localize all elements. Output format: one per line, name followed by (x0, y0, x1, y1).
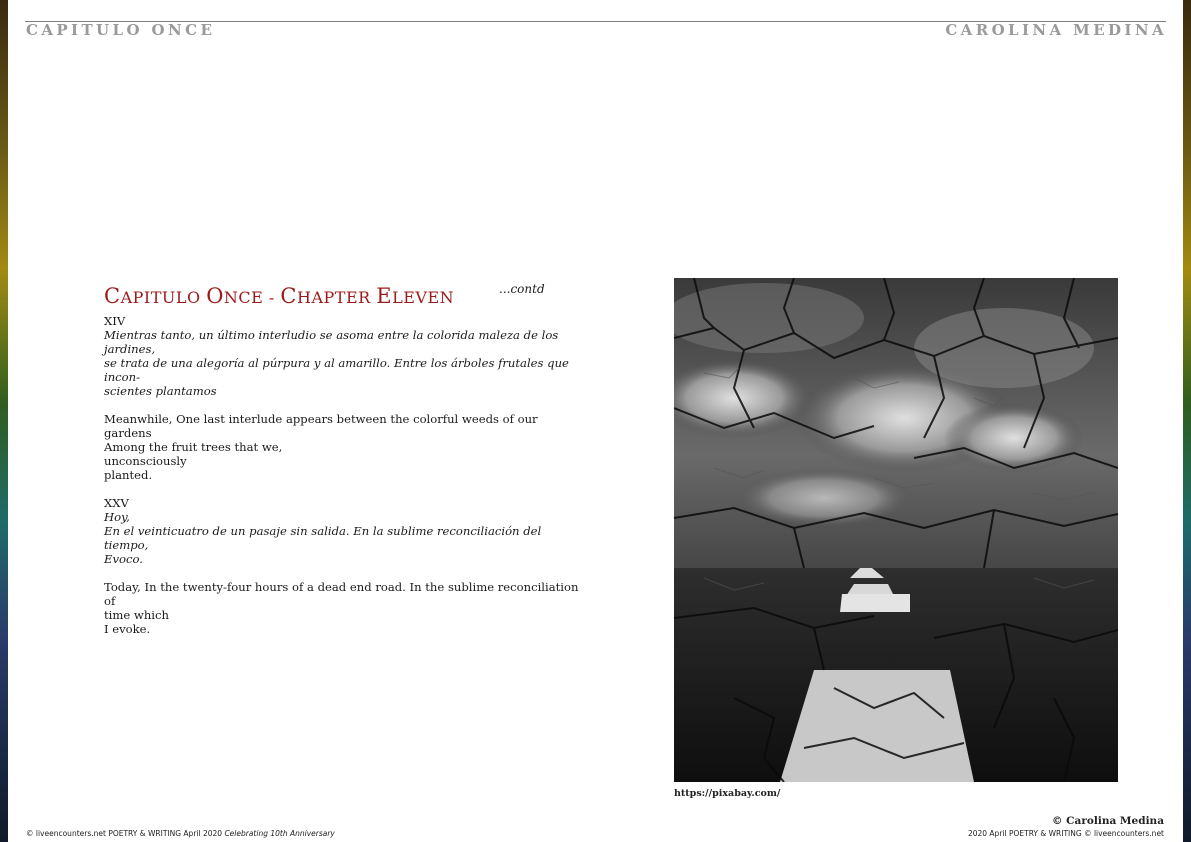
footer-left (26, 829, 335, 838)
footer-right: 2020 April POETRY & WRITING © liveencounters.net (967, 829, 1164, 838)
poem-body (104, 314, 579, 650)
left-decorative-border (0, 0, 8, 842)
running-header-left: CAPITULO ONCE (26, 21, 216, 39)
contd-label: ...contd (499, 282, 545, 296)
chapter-title: CAPITULO ONCE - CHAPTER ELEVEN (104, 284, 455, 308)
poem-line: unconsciously (104, 454, 187, 468)
cracked-road-illustration (674, 278, 1118, 782)
poem-line: Evoco. (104, 552, 143, 566)
right-decorative-border (1183, 0, 1191, 842)
poem-line: Mientras tanto, un último interludio se asoma entre la colorida maleza de los jardines, (104, 328, 559, 356)
poem-line: En el veinticuatro de un pasaje sin salida. En la sublime reconciliación del tiempo, (104, 524, 542, 552)
poem-line: I evoke. (104, 622, 151, 636)
stanza-xxv-spanish (104, 496, 579, 566)
poem-line: scientes plantamos (104, 384, 217, 398)
poem-line: Among the fruit trees that we, (104, 440, 283, 454)
stanza-xiv-english (104, 412, 579, 482)
poem-line: se trata de una alegoría al púrpura y al amarillo. Entre los árboles frutales que incon- (104, 356, 569, 384)
stanza-number: XIV (104, 314, 126, 328)
image-credit-link[interactable]: https://pixabay.com/ (674, 788, 781, 799)
stanza-xxv-english (104, 580, 579, 636)
footer-left-text: © liveencounters.net POETRY & WRITING April 2020 (26, 829, 225, 838)
poem-line: Hoy, (104, 510, 130, 524)
stanza-number: XXV (104, 496, 129, 510)
footer-left-emphasis: Celebrating 10th Anniversary (224, 829, 335, 838)
poem-line: Meanwhile, One last interlude appears between the colorful weeds of our gardens (104, 412, 538, 440)
poem-line: time which (104, 608, 169, 622)
poem-line: planted. (104, 468, 153, 482)
running-header-right: CAROLINA MEDINA (945, 21, 1167, 39)
poem-line: Today, In the twenty-four hours of a dead end road. In the sublime reconciliation of (104, 580, 579, 608)
cracked-road-photo (674, 278, 1118, 782)
stanza-xiv-spanish (104, 314, 579, 398)
author-copyright: © Carolina Medina (1052, 815, 1164, 827)
